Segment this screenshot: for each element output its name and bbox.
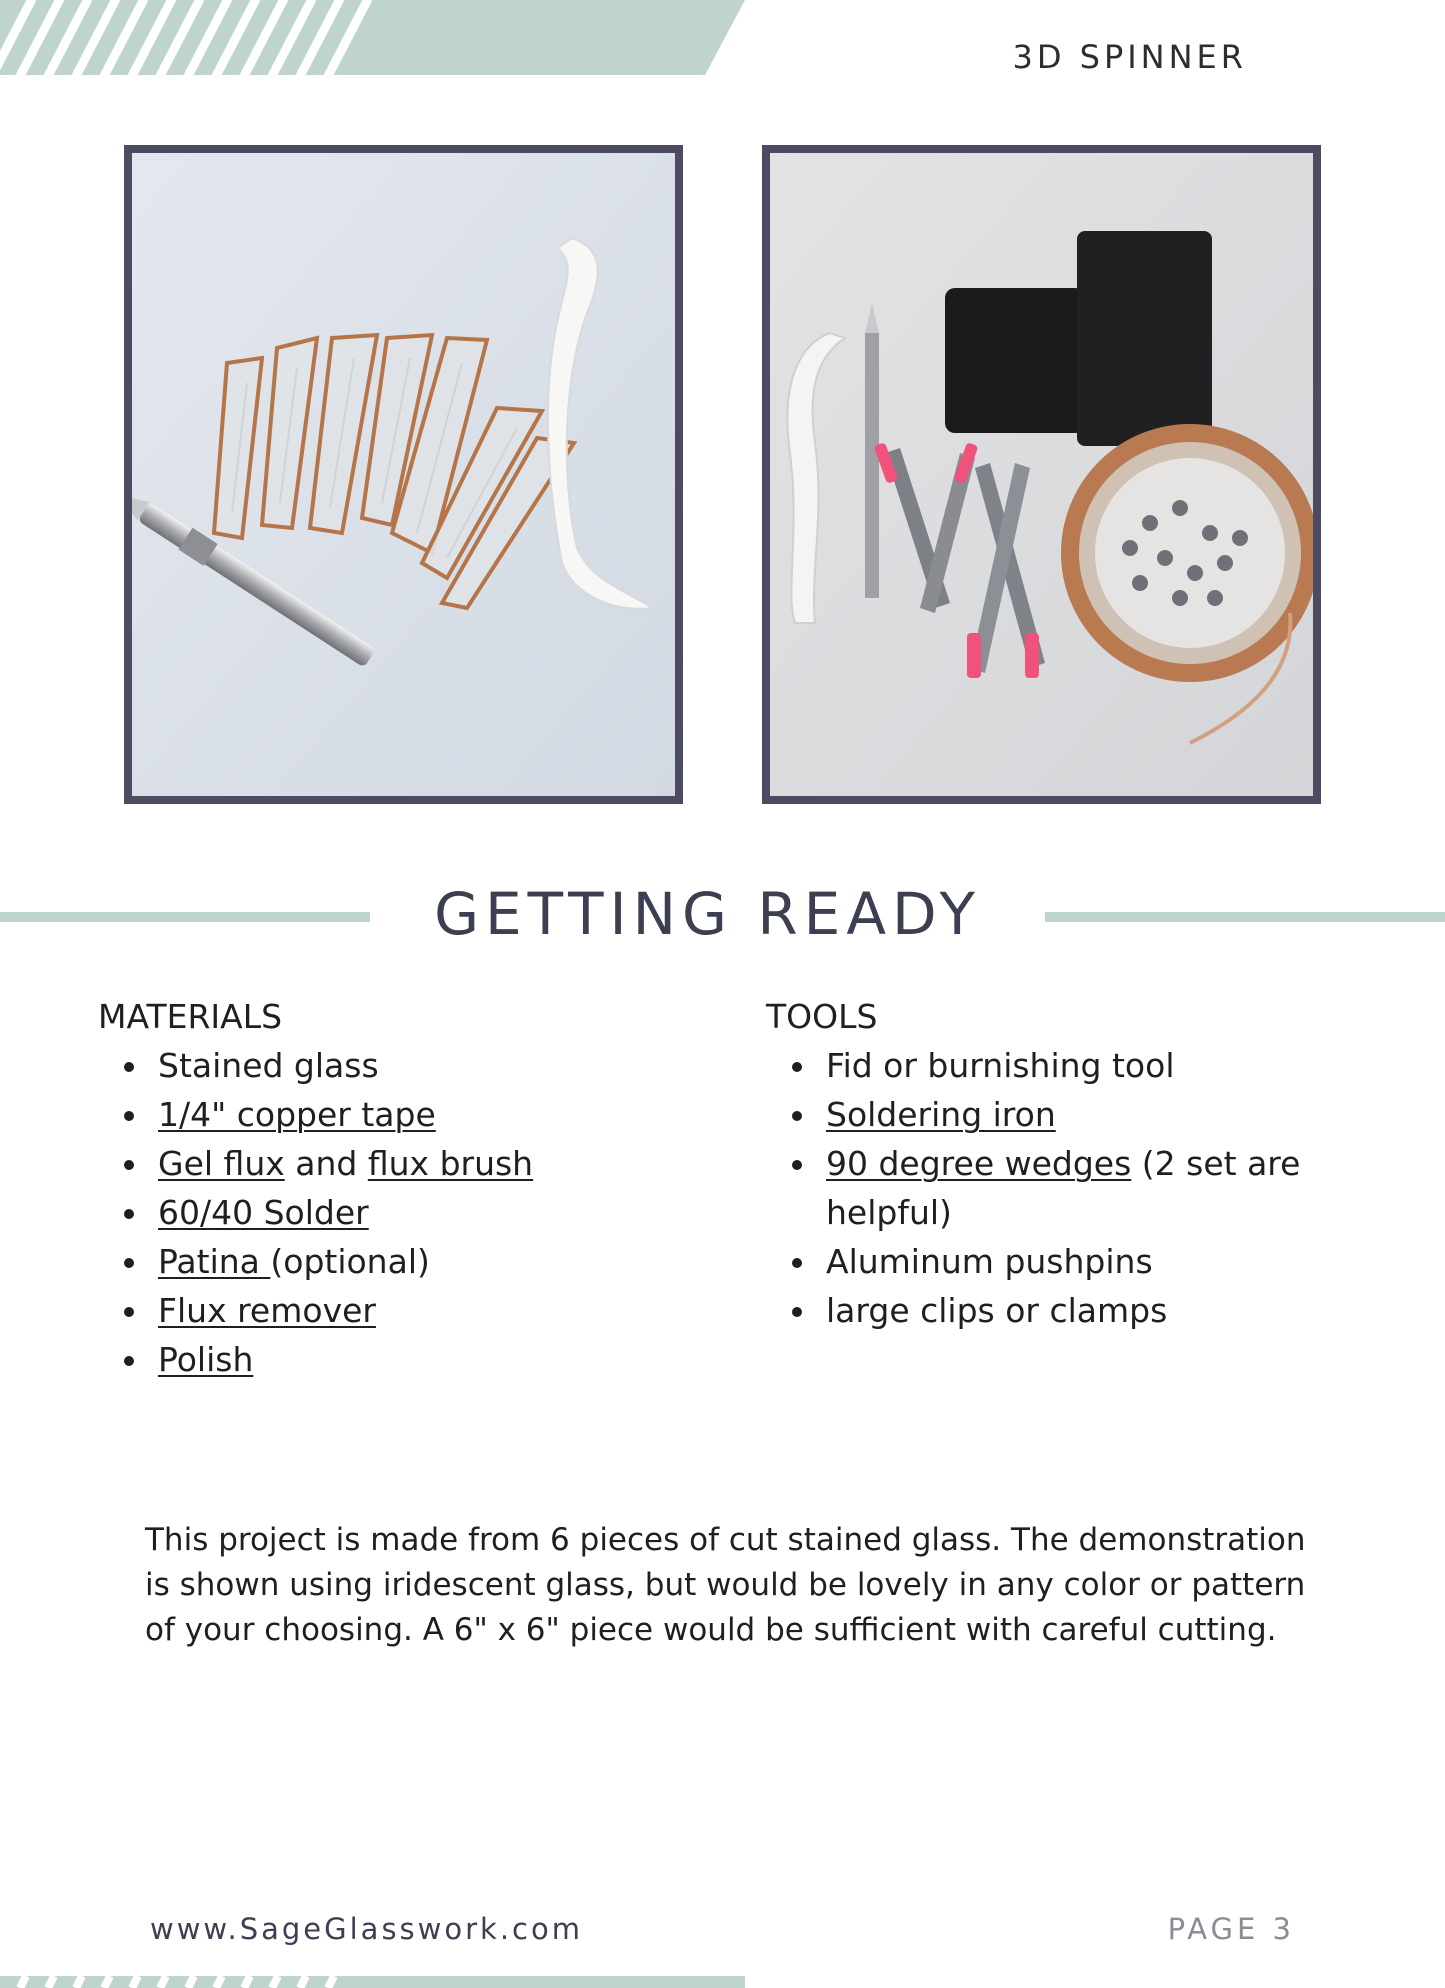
patina-link[interactable]: Patina [158,1242,271,1281]
solder-link[interactable]: 60/40 Solder [158,1193,369,1232]
materials-section [98,992,738,1384]
soldering-iron-link[interactable]: Soldering iron [826,1095,1056,1134]
document-title: 3D SPINNER [1012,38,1247,76]
section-heading: GETTING READY [434,880,981,948]
list-item: Stained glass [158,1041,738,1090]
tools-title: TOOLS [766,997,878,1036]
list-item [158,1090,738,1139]
footer-stripe-band [0,1976,760,1988]
copper-tape-link[interactable]: 1/4" copper tape [158,1095,436,1134]
materials-list [98,1041,738,1384]
gel-flux-link[interactable]: Gel flux [158,1144,285,1183]
header-stripe-band [0,0,760,80]
materials-title: MATERIALS [98,997,283,1036]
flux-brush-link[interactable]: flux brush [367,1144,534,1183]
glass-pieces-photo [124,145,683,804]
list-item: large clips or clamps [826,1286,1366,1335]
list-item [158,1335,738,1384]
heading-rule-right [1045,912,1445,922]
list-item: Aluminum pushpins [826,1237,1366,1286]
list-item: Patina (optional) [158,1237,738,1286]
tools-section [766,992,1366,1335]
list-item [158,1286,738,1335]
heading-rule-left [0,912,370,922]
tools-list [766,1041,1366,1335]
wedges-link[interactable]: 90 degree wedges [826,1144,1132,1183]
flux-remover-link[interactable]: Flux remover [158,1291,376,1330]
list-item: Gel flux and flux brush [158,1139,738,1188]
list-item [158,1188,738,1237]
list-item: Fid or burnishing tool [826,1041,1366,1090]
tools-photo [762,145,1321,804]
website-link[interactable]: www.SageGlasswork.com [150,1912,583,1946]
project-description: This project is made from 6 pieces of cut stained glass. The demonstration is shown using iridescent glass, but would be lovely in any color or pattern of your choosing. A 6" x 6" piece would be sufficient with careful cutting. [145,1522,1306,1648]
list-item [826,1090,1366,1139]
page-number: PAGE 3 [1167,1912,1295,1946]
list-item: 90 degree wedges (2 set are helpful) [826,1139,1366,1237]
polish-link[interactable]: Polish [158,1340,254,1379]
